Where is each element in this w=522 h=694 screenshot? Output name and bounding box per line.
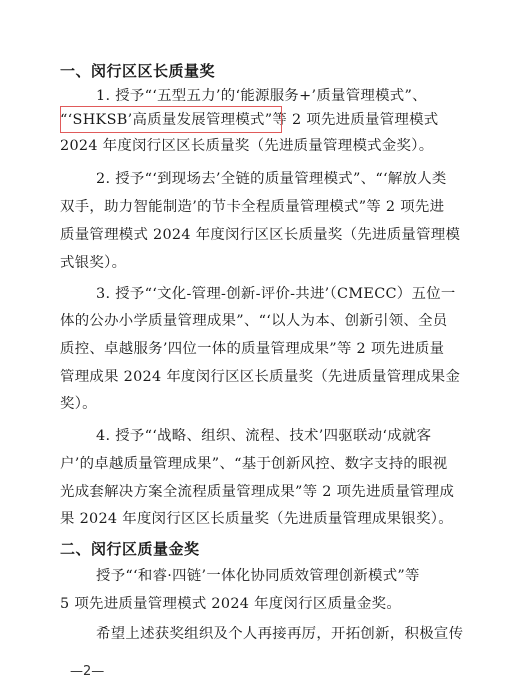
paragraph-2-line-4: 式银奖）。 <box>60 255 127 271</box>
paragraph-3-line-1: 3. 授予“‘文化-管理-创新-评价-共进’（CMECC）五位一 <box>96 286 456 302</box>
paragraph-4-line-3: 光成套解决方案全流程质量管理成果”等 2 项先进质量管理成 <box>60 484 455 500</box>
paragraph-3-line-2: 体的公办小学质量管理成果”、“‘以人为本、创新引领、全员 <box>60 313 448 329</box>
paragraph-3-line-5: 奖）。 <box>60 396 97 412</box>
paragraph-1-line-1: 1. 授予“‘五型五力’的‘能源服务+’质量管理模式”、 <box>96 88 427 104</box>
paragraph-4-line-1: 4. 授予“‘战略、组织、流程、技术’四驱联动‘成就客 <box>96 428 432 444</box>
highlighted-text: “‘SHKSB’高质量发展管理模式” <box>60 112 273 128</box>
paragraph-2-line-3: 质量管理模式 2024 年度闵行区区长质量奖（先进质量管理模 <box>60 227 461 243</box>
paragraph-2-line-2: 双手，助力智能制造’的节卡全程质量管理模式”等 2 项先进 <box>60 199 445 215</box>
paragraph-1-line-2 <box>60 110 439 130</box>
paragraph-5-line-2: 5 项先进质量管理模式 2024 年度闵行区质量金奖。 <box>60 596 402 612</box>
paragraph-3-line-4: 管理成果 2024 年度闵行区区长质量奖（先进质量管理成果金 <box>60 369 461 385</box>
paragraph-1-line-2-rest: 等 2 项先进质量管理模式 <box>272 112 439 128</box>
paragraph-3-line-3: 质控、卓越服务’四位一体的质量管理成果”等 2 项先进质量 <box>60 341 445 357</box>
paragraph-5-line-1: 授予“‘和睿·四链’一体化协同质效管理创新模式”等 <box>96 568 420 584</box>
section-heading-district-quality-gold-award: 二、闵行区质量金奖 <box>60 540 200 558</box>
paragraph-4-line-4: 果 2024 年度闵行区区长质量奖（先进质量管理成果银奖）。 <box>60 511 453 527</box>
section-heading-district-mayor-quality-award: 一、闵行区区长质量奖 <box>60 62 216 80</box>
paragraph-4-line-2: 户’的卓越质量管理成果”、“基于创新风控、数字支持的眼视 <box>60 456 448 472</box>
page-number: —2— <box>70 664 105 679</box>
paragraph-6-line-1: 希望上述获奖组织及个人再接再厉，开拓创新，积极宣传 <box>96 626 464 642</box>
paragraph-1-line-3: 2024 年度闵行区区长质量奖（先进质量管理模式金奖）。 <box>60 138 434 154</box>
paragraph-2-line-1: 2. 授予“‘到现场去’全链的质量管理模式”、“‘解放人类 <box>96 171 447 187</box>
